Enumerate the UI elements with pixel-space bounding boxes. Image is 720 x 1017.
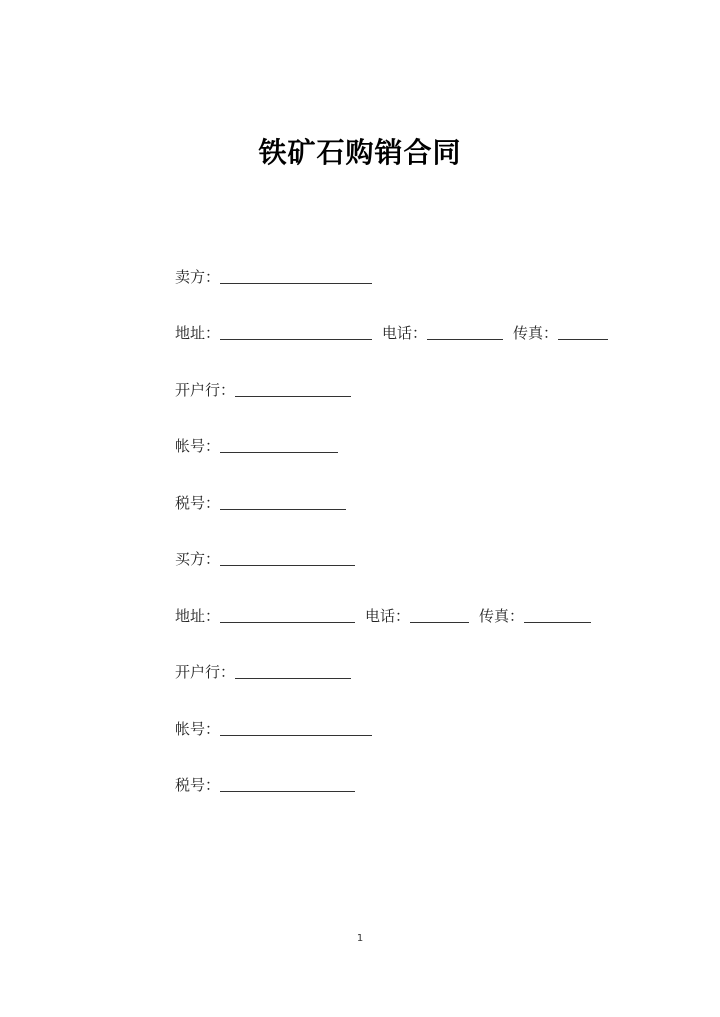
- contract-title: 铁矿石购销合同: [258, 136, 462, 169]
- seller-phone-blank[interactable]: [427, 325, 503, 340]
- seller-account-label: 帐号：: [175, 437, 221, 455]
- buyer-phone-blank[interactable]: [410, 608, 469, 623]
- buyer-bank-label: 开户行：: [175, 663, 236, 681]
- seller-bank-label: 开户行：: [175, 381, 236, 399]
- seller-fax-blank[interactable]: [558, 325, 608, 340]
- buyer-tax-blank[interactable]: [220, 777, 355, 792]
- seller-address-blank[interactable]: [220, 325, 372, 340]
- seller-tax-blank[interactable]: [220, 495, 346, 510]
- seller-line: [175, 266, 372, 288]
- buyer-tax-line: [175, 774, 355, 796]
- seller-tax-line: [175, 492, 346, 514]
- seller-phone-label: 电话：: [382, 324, 428, 342]
- seller-account-line: [175, 435, 338, 457]
- seller-address-line: [175, 322, 608, 344]
- buyer-account-label: 帐号：: [175, 720, 221, 738]
- buyer-bank-line: [175, 661, 351, 683]
- seller-label: 卖方：: [175, 268, 221, 286]
- buyer-account-line: [175, 718, 372, 740]
- seller-tax-label: 税号：: [175, 494, 221, 512]
- buyer-address-label: 地址：: [175, 607, 221, 625]
- seller-fax-label: 传真：: [513, 324, 559, 342]
- buyer-address-line: [175, 605, 591, 627]
- seller-bank-line: [175, 379, 351, 401]
- buyer-phone-label: 电话：: [365, 607, 411, 625]
- buyer-fax-blank[interactable]: [524, 608, 591, 623]
- buyer-line: [175, 548, 355, 570]
- buyer-name-blank[interactable]: [220, 551, 355, 566]
- buyer-tax-label: 税号：: [175, 776, 221, 794]
- buyer-fax-label: 传真：: [479, 607, 525, 625]
- seller-address-label: 地址：: [175, 324, 221, 342]
- seller-bank-blank[interactable]: [235, 382, 351, 397]
- seller-name-blank[interactable]: [220, 269, 372, 284]
- buyer-label: 买方：: [175, 550, 221, 568]
- seller-account-blank[interactable]: [220, 438, 338, 453]
- buyer-bank-blank[interactable]: [235, 664, 351, 679]
- buyer-account-blank[interactable]: [220, 721, 372, 736]
- buyer-address-blank[interactable]: [220, 608, 355, 623]
- page-number: 1: [356, 933, 364, 944]
